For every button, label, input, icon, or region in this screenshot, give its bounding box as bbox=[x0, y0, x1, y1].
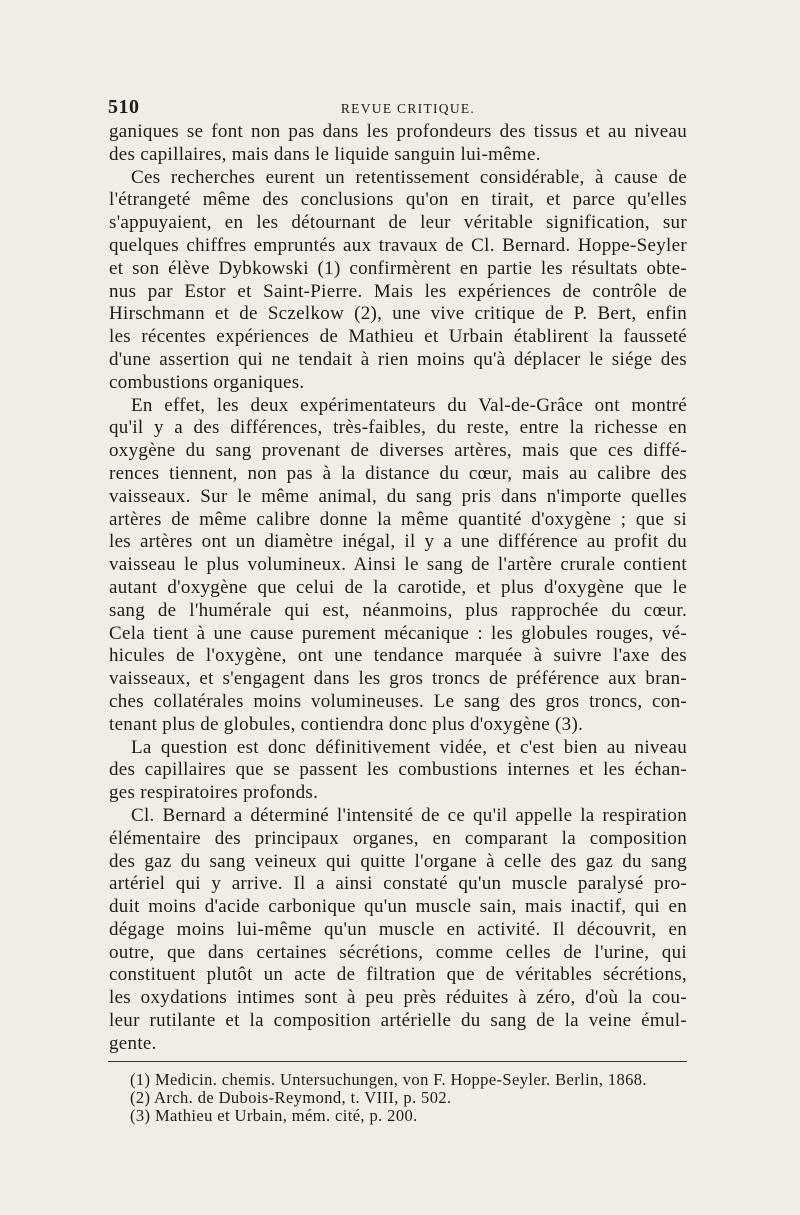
text-line: Cl. Bernard a déterminé l'intensité de ce qu'il appelle la respiration bbox=[131, 804, 687, 826]
text-line: Ces recherches eurent un retentissement considérable, à cause de bbox=[131, 166, 687, 188]
text-line: quelques chiffres empruntés aux travaux de Cl. Bernard. Hoppe-Seyler bbox=[109, 234, 687, 256]
text-line: Cela tient à une cause purement mécanique : les globules rouges, vé- bbox=[109, 622, 687, 644]
footnote: (1) Medicin. chemis. Untersuchungen, von F. Hoppe-Seyler. Berlin, 1868. bbox=[130, 1070, 647, 1089]
body-text bbox=[109, 121, 687, 1056]
text-line: duit moins d'acide carbonique qu'un muscle sain, mais inactif, qui en bbox=[109, 896, 687, 918]
text-line: s'appuyaient, en les détournant de leur véritable signification, sur bbox=[109, 212, 687, 234]
text-line: des capillaires que se passent les combustions internes et les échan- bbox=[109, 759, 687, 781]
text-line: combustions organiques. bbox=[109, 371, 305, 393]
text-line: constituent plutôt un acte de filtration que de véritables sécrétions, bbox=[109, 964, 687, 986]
text-line: artériel qui y arrive. Il a ainsi constaté qu'un muscle paralysé pro- bbox=[109, 873, 687, 895]
text-line: des capillaires, mais dans le liquide sanguin lui-même. bbox=[109, 143, 541, 165]
paragraph bbox=[109, 167, 687, 395]
text-line: les artères ont un diamètre inégal, il y a une différence au profit du bbox=[109, 531, 687, 553]
text-line: et son élève Dybkowski (1) confirmèrent en partie les résultats obte- bbox=[109, 257, 687, 279]
text-line: dégage moins lui-même qu'un muscle en activité. Il découvrit, en bbox=[109, 918, 687, 940]
text-line: La question est donc définitivement vidée, et c'est bien au niveau bbox=[131, 736, 687, 758]
footnotes bbox=[130, 1071, 686, 1125]
text-line: l'étrangeté même des conclusions qu'on en tirait, et parce qu'elles bbox=[109, 189, 687, 211]
text-line: ches collatérales moins volumineuses. Le sang des gros troncs, con- bbox=[109, 690, 687, 712]
text-line: hicules de l'oxygène, ont une tendance marquée à suivre l'axe des bbox=[109, 645, 687, 667]
text-line: leur rutilante et la composition artérielle du sang de la veine émul- bbox=[109, 1010, 687, 1032]
text-line: ges respiratoires profonds. bbox=[109, 782, 319, 804]
text-line: gente. bbox=[109, 1032, 157, 1054]
paragraph bbox=[109, 121, 687, 167]
text-line: oxygène du sang provenant de diverses artères, mais que ces diffé- bbox=[109, 440, 687, 462]
text-line: des gaz du sang veineux qui quitte l'organe à celle des gaz du sang bbox=[109, 850, 687, 872]
text-line: outre, que dans certaines sécrétions, comme celles de l'urine, qui bbox=[109, 941, 687, 963]
text-line: qu'il y a des différences, très-faibles, du reste, entre la richesse en bbox=[109, 417, 687, 439]
text-line: élémentaire des principaux organes, en comparant la composition bbox=[109, 827, 687, 849]
text-line: d'une assertion qui ne tendait à rien moins qu'à déplacer le siége des bbox=[109, 348, 687, 370]
text-line: En effet, les deux expérimentateurs du Val-de-Grâce ont montré bbox=[131, 394, 687, 416]
text-line: Hirschmann et de Sczelkow (2), une vive critique de P. Bert, enfin bbox=[109, 303, 687, 325]
text-line: ganiques se font non pas dans les profondeurs des tissus et au niveau bbox=[109, 121, 687, 142]
paragraph bbox=[109, 395, 687, 737]
text-line: nus par Estor et Saint-Pierre. Mais les expériences de contrôle de bbox=[109, 280, 687, 302]
text-line: vaisseau le plus volumineux. Ainsi le sang de l'artère crurale contient bbox=[109, 554, 687, 576]
paragraph bbox=[109, 805, 687, 1056]
text-line: artères de même calibre donne la même quantité d'oxygène ; que si bbox=[109, 508, 687, 530]
text-line: autant d'oxygène que celui de la carotide, et plus d'oxygène que le bbox=[109, 576, 687, 598]
page-number: 510 bbox=[108, 96, 140, 118]
page-header bbox=[0, 96, 800, 122]
footnote: (2) Arch. de Dubois-Reymond, t. VIII, p. 502. bbox=[130, 1088, 452, 1107]
text-line: les oxydations intimes sont à peu près réduites à zéro, d'où la cou- bbox=[109, 987, 687, 1009]
text-line: vaisseaux, et s'engagent dans les gros troncs de préférence aux bran- bbox=[109, 668, 687, 690]
paragraph bbox=[109, 737, 687, 805]
text-line: rences tiennent, non pas à la distance du cœur, mais au calibre des bbox=[109, 462, 687, 484]
text-line: tenant plus de globules, contiendra donc plus d'oxygène (3). bbox=[109, 713, 584, 735]
text-line: sang de l'humérale qui est, néanmoins, plus rapprochée du cœur. bbox=[109, 599, 687, 621]
footnote-rule bbox=[108, 1061, 687, 1062]
text-line: vaisseaux. Sur le même animal, du sang pris dans n'importe quelles bbox=[109, 485, 687, 507]
footnote: (3) Mathieu et Urbain, mém. cité, p. 200. bbox=[130, 1106, 418, 1125]
running-title: REVUE CRITIQUE. bbox=[340, 101, 476, 116]
text-line: les récentes expériences de Mathieu et Urbain établirent la fausseté bbox=[109, 326, 687, 348]
